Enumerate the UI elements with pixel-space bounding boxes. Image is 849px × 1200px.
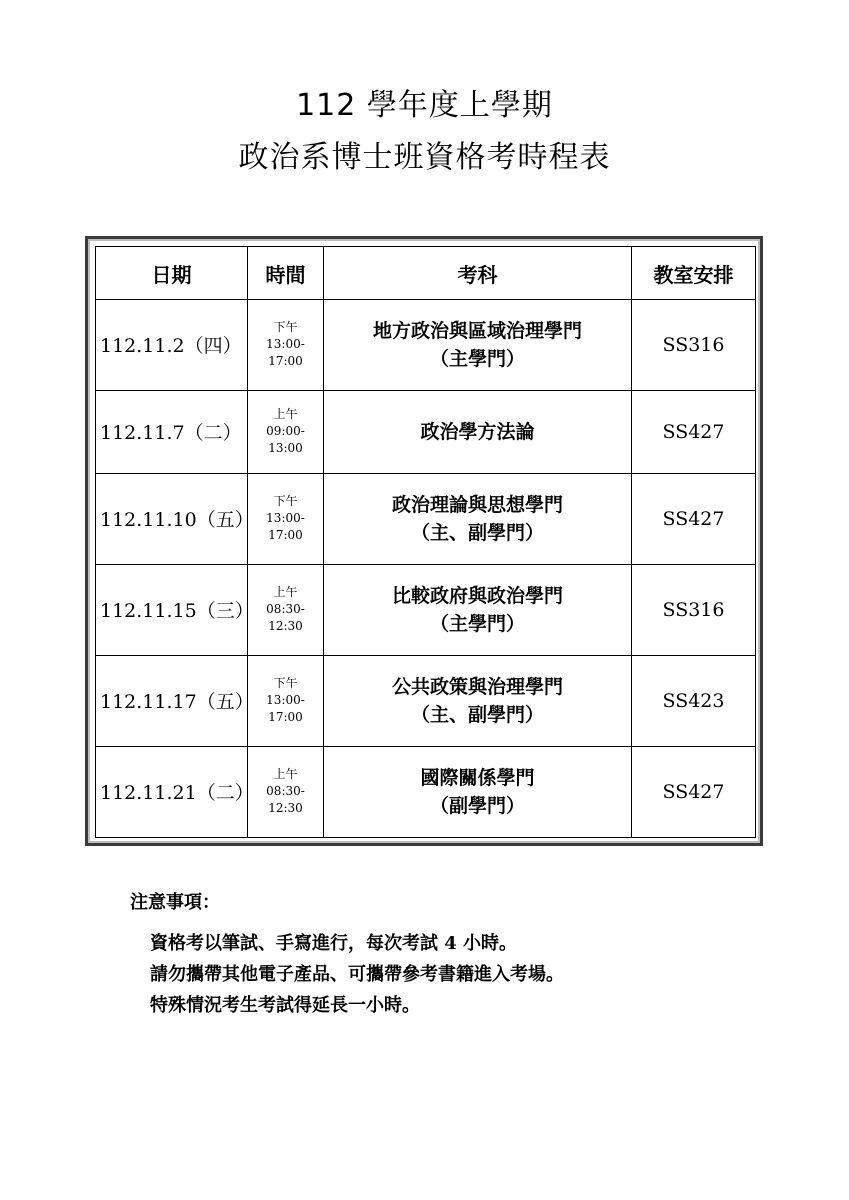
- cell-date: 112.11.7（二）: [96, 390, 248, 473]
- cell-date: 112.11.17（五）: [96, 655, 248, 746]
- time-start: 08:30-: [266, 784, 305, 799]
- time-start: 09:00-: [266, 424, 305, 439]
- subject-name: 政治理論與思想學門: [391, 493, 563, 516]
- table-row: [96, 564, 756, 655]
- cell-time: [248, 390, 324, 473]
- time-start: 13:00-: [266, 337, 305, 352]
- subject-name: 比較政府與政治學門: [391, 584, 563, 607]
- cell-date: 112.11.21（二）: [96, 746, 248, 837]
- subject-track: （副學門）: [429, 794, 525, 817]
- schedule-table: [95, 246, 756, 838]
- note-item: 資格考以筆試、手寫進行，每次考試 4 小時。: [150, 933, 518, 954]
- table-row: [96, 746, 756, 837]
- time-end: 12:30: [268, 801, 303, 816]
- cell-room: SS423: [632, 655, 756, 746]
- cell-subject: [324, 390, 632, 473]
- cell-subject: [324, 564, 632, 655]
- cell-date: 112.11.10（五）: [96, 473, 248, 564]
- cell-time: [248, 746, 324, 837]
- cell-room: SS316: [632, 300, 756, 391]
- time-start: 13:00-: [266, 693, 305, 708]
- cell-time: [248, 300, 324, 391]
- header-subject: 考科: [324, 247, 632, 300]
- cell-time: [248, 473, 324, 564]
- subject-name: 國際關係學門: [420, 766, 535, 789]
- header-room: 教室安排: [632, 247, 756, 300]
- subject-track: （主、副學門）: [410, 521, 544, 544]
- time-period: 上午: [273, 585, 298, 600]
- time-end: 17:00: [268, 528, 303, 543]
- page-title-line1: 112 學年度上學期: [296, 88, 553, 123]
- subject-track: （主學門）: [429, 612, 525, 635]
- time-period: 下午: [273, 676, 298, 691]
- cell-date: 112.11.15（三）: [96, 564, 248, 655]
- cell-room: SS316: [632, 564, 756, 655]
- header-time: 時間: [248, 247, 324, 300]
- table-row: [96, 473, 756, 564]
- cell-room: SS427: [632, 390, 756, 473]
- time-end: 13:00: [268, 441, 303, 456]
- cell-date: 112.11.2（四）: [96, 300, 248, 391]
- cell-room: SS427: [632, 746, 756, 837]
- note-item: 請勿攜帶其他電子產品、可攜帶參考書籍進入考場。: [150, 964, 564, 985]
- time-start: 13:00-: [266, 511, 305, 526]
- cell-subject: [324, 746, 632, 837]
- notes-title: 注意事項：: [130, 892, 220, 913]
- cell-subject: [324, 655, 632, 746]
- subject-track: （主學門）: [429, 347, 525, 370]
- time-start: 08:30-: [266, 602, 305, 617]
- cell-subject: [324, 473, 632, 564]
- schedule-table-frame: [85, 236, 763, 846]
- cell-time: [248, 564, 324, 655]
- subject-track: （主、副學門）: [410, 703, 544, 726]
- table-row: [96, 390, 756, 473]
- time-period: 下午: [273, 320, 298, 335]
- time-period: 上午: [273, 767, 298, 782]
- subject-name: 公共政策與治理學門: [391, 675, 563, 698]
- header-date: 日期: [96, 247, 248, 300]
- page-title-line2: 政治系博士班資格考時程表: [238, 140, 611, 175]
- table-row: [96, 655, 756, 746]
- notes-list: [150, 928, 564, 1021]
- table-row: [96, 300, 756, 391]
- cell-room: SS427: [632, 473, 756, 564]
- time-period: 上午: [273, 407, 298, 422]
- subject-name: 地方政治與區域治理學門: [372, 319, 582, 342]
- time-end: 12:30: [268, 619, 303, 634]
- subject-name: 政治學方法論: [420, 420, 535, 443]
- time-period: 下午: [273, 494, 298, 509]
- time-end: 17:00: [268, 354, 303, 369]
- note-item: 特殊情況考生考試得延長一小時。: [150, 995, 420, 1016]
- cell-subject: [324, 300, 632, 391]
- time-end: 17:00: [268, 710, 303, 725]
- table-header-row: [96, 247, 756, 300]
- cell-time: [248, 655, 324, 746]
